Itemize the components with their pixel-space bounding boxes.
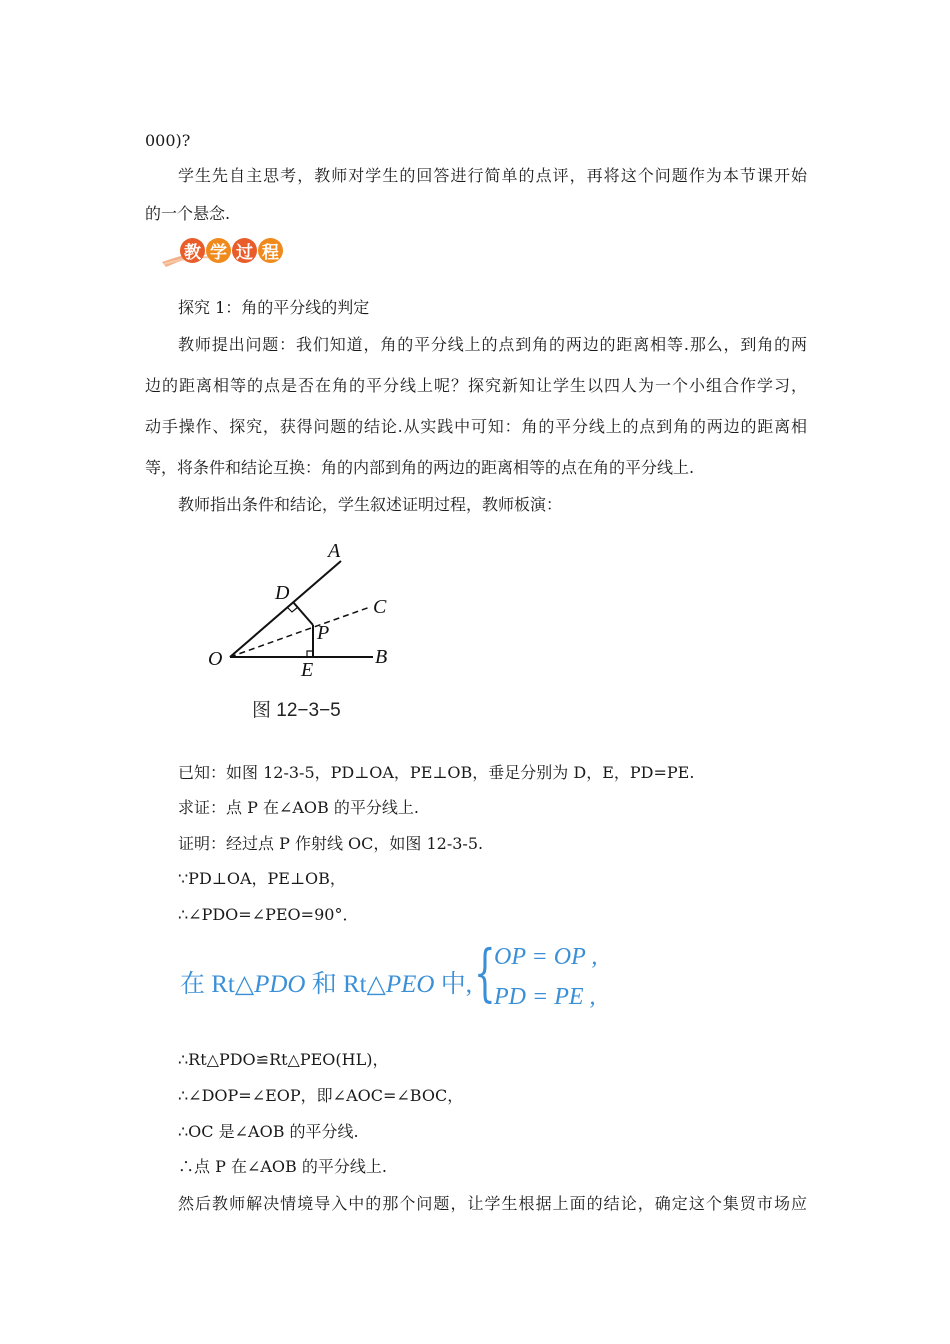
- paragraph-line: 教师指出条件和结论，学生叙述证明过程，教师板演：: [178, 495, 563, 514]
- equation-text: PEO: [385, 971, 435, 998]
- section-heading: 探究 1：角的平分线的判定: [178, 298, 370, 317]
- ray-oc-dashed: [230, 607, 370, 657]
- label-e: E: [301, 659, 314, 681]
- geometry-figure: [195, 535, 410, 685]
- paragraph-line: 然后教师解决情境导入中的那个问题，让学生根据上面的结论，确定这个集贸市场应: [178, 1194, 807, 1213]
- banner-char: 程: [258, 238, 283, 263]
- equation-text: PDO: [254, 971, 306, 998]
- label-p: P: [317, 622, 330, 644]
- paragraph-line: 教师提出问题：我们知道，角的平分线上的点到角的两边的距离相等.那么，到角的两: [178, 335, 807, 354]
- right-angle-mark-d: [287, 607, 298, 612]
- equation-line: OP = OP ,: [494, 944, 598, 970]
- equation-line: PD = PE ,: [494, 984, 596, 1010]
- label-a: A: [328, 540, 341, 562]
- equation-text: 在 Rt△: [180, 971, 255, 998]
- equation-prefix: [180, 964, 472, 1000]
- proof-line: ∴∠DOP=∠EOP，即∠AOC=∠BOC，: [178, 1086, 464, 1105]
- proof-line: ∴点 P 在∠AOB 的平分线上.: [178, 1157, 387, 1176]
- proof-line: 证明：经过点 P 作射线 OC，如图 12-3-5.: [178, 834, 484, 853]
- banner-char: 学: [206, 238, 231, 263]
- segment-pd: [293, 602, 313, 625]
- paragraph-line: 学生先自主思考，教师对学生的回答进行简单的点评，再将这个问题作为本节课开始: [178, 166, 807, 185]
- brace-symbol: {: [474, 936, 496, 1009]
- prove-statement: 求证：点 P 在∠AOB 的平分线上.: [178, 798, 419, 817]
- figure-caption: 图 12−3−5: [252, 700, 341, 721]
- paragraph-line: 边的距离相等的点是否在角的平分线上呢？探究新知让学生以四人为一个小组合作学习，: [145, 376, 807, 395]
- label-b: B: [375, 646, 388, 668]
- section-banner: [180, 238, 283, 263]
- proof-line: ∴∠PDO=∠PEO=90°．: [178, 905, 359, 924]
- paragraph-line: 000)?: [145, 131, 191, 150]
- given-statement: 已知：如图 12-3-5，PD⊥OA，PE⊥OB，垂足分别为 D，E，PD=PE.: [178, 763, 695, 782]
- paragraph-line: 等，将条件和结论互换：角的内部到角的两边的距离相等的点在角的平分线上.: [145, 458, 695, 477]
- proof-line: ∴Rt△PDO≌Rt△PEO(HL)，: [178, 1050, 389, 1069]
- label-d: D: [275, 582, 290, 604]
- paragraph-line: 动手操作、探究，获得问题的结论.从实践中可知：角的平分线上的点到角的两边的距离相: [145, 417, 807, 436]
- banner-char: 教: [180, 238, 205, 263]
- equation-text: 和 Rt△: [305, 971, 386, 998]
- banner-char: 过: [232, 238, 257, 263]
- proof-line: ∴OC 是∠AOB 的平分线.: [178, 1122, 359, 1141]
- label-c: C: [373, 596, 387, 618]
- paragraph-line: 的一个悬念.: [145, 204, 231, 223]
- equation-text: 中,: [434, 971, 472, 998]
- label-o: O: [208, 648, 223, 670]
- proof-line: ∵PD⊥OA，PE⊥OB，: [178, 869, 346, 888]
